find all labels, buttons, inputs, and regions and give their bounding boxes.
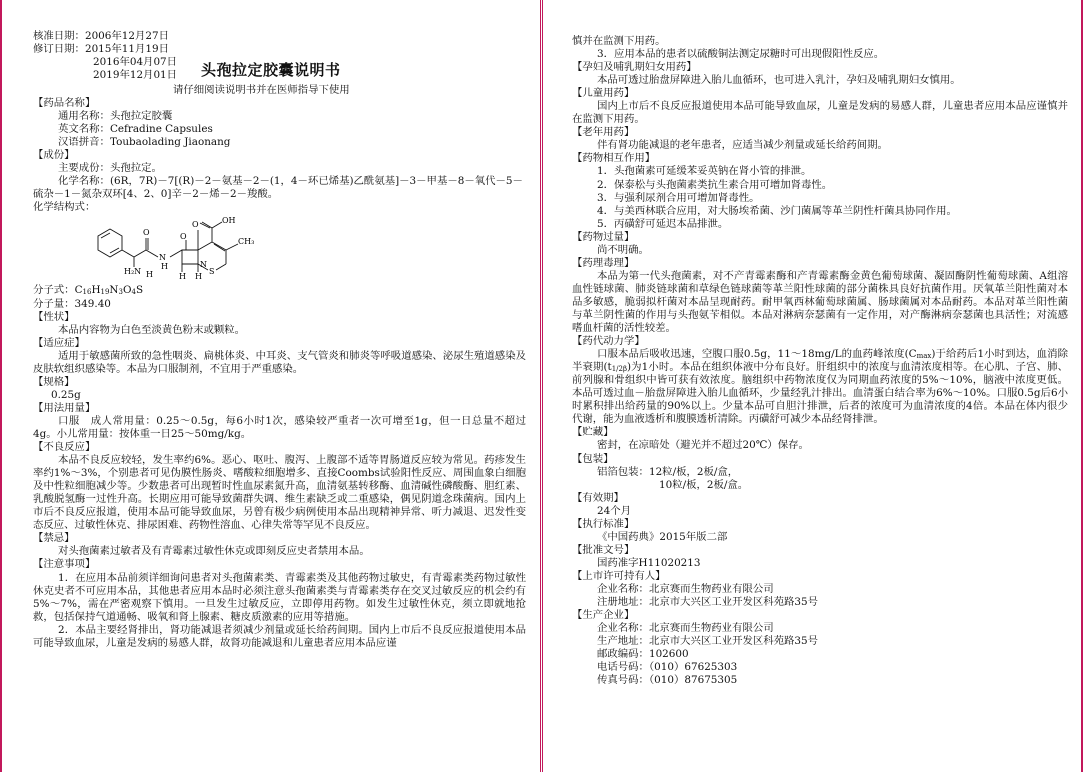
interaction-item: 1．头孢菌素可延缓苯妥英钠在肾小管的排泄。 (597, 165, 812, 178)
adverse-text: 本品不良反应较轻，发生率约6%。恶心、呕吐、腹泻、上腹部不适等胃肠道反应较为常见。药疹发生率约1%～3%，个别患者可见伪膜性肠炎、嗜酸粒细胞增多、直接Coombs试验阳性反应、周围血象白细胞及中性粒细胞减少等。少数患者可出现暂时性血尿素氮升高，血清氨基转移酶、血清碱性磷酸酶、胆红素、乳酸脱氢酶一过性升高。长期应用可能导致菌群失调、维生素缺乏或二重感染，偶见阴道念珠菌病。国内上市后不良反应报道，使用本品可能导致血尿，另曾有极少病例使用本品出现精神异常、听力减退、迟发性变态反应、过敏性休克、排尿困难、药物性溶血、心律失常等罕见不良反应。 (33, 454, 526, 532)
heading-indications: 【适应症】 (33, 336, 85, 349)
document-subtitle: 请仔细阅读说明书并在医师指导下使用 (173, 84, 350, 96)
overdose-text: 尚不明确。 (597, 243, 649, 256)
package-line-2: 10粒/板，2板/盒。 (659, 478, 749, 491)
structure-label: 化学结构式： (33, 201, 96, 214)
usage-text: 口服 成人常用量：0.25～0.5g，每6小时1次，感染较严重者一次可增至1g，但一日总量不超过4g。小儿常用量：按体重一日25～50mg/kg。 (33, 414, 526, 440)
structure-atom-h3: H (195, 272, 202, 282)
english-name: 英文名称：Cefradine Capsules (58, 123, 213, 136)
interaction-item: 3．与强利尿剂合用可增加肾毒性。 (597, 191, 760, 204)
generic-name: 通用名称：头孢拉定胶囊 (58, 110, 173, 123)
structure-atom-o1: O (143, 228, 150, 238)
interaction-item: 4．与美西林联合应用，对大肠埃希菌、沙门菌属等革兰阴性杆菌具协同作用。 (597, 204, 957, 217)
heading-approval: 【批准文号】 (572, 543, 635, 556)
heading-composition: 【成份】 (33, 149, 75, 162)
spec-text: 0.25g (51, 388, 81, 401)
structure-atom-h2n: H₂N (124, 267, 142, 277)
heading-spec: 【规格】 (33, 375, 75, 388)
manufacturer-name: 企业名称：北京赛而生物药业有限公司 (597, 622, 774, 635)
heading-storage: 【贮藏】 (572, 426, 614, 439)
heading-character: 【性状】 (33, 310, 75, 323)
structure-atom-o3: O (180, 232, 187, 242)
heading-pharmacokinetics: 【药代动力学】 (572, 335, 645, 348)
heading-manufacturer: 【生产企业】 (572, 609, 635, 622)
chemical-structure (33, 214, 526, 284)
heading-interactions: 【药物相互作用】 (572, 152, 656, 165)
revision-date: 修订日期：2015年11月19日 (33, 43, 170, 55)
approval-number: 国药准字H11020213 (597, 556, 701, 569)
precaution-1: 1．在应用本品前须详细询问患者对头孢菌素类、青霉素类及其他药物过敏史，有青霉素类药物过敏性休克史者不可应用本品，其他患者应用本品时必须注意头孢菌素类与青霉素类存在交叉过敏反应的机会约有5%～7%，需在严密观察下慎用。一旦发生过敏反应，立即停用药物。如发生过敏性休克，须立即就地抢救，包括保持气道通畅、吸氧和肾上腺素、糖皮质激素的应用等措施。 (33, 571, 526, 623)
revision-date-3: 2019年12月01日 (93, 69, 178, 81)
right-column (572, 35, 1068, 687)
heading-contraindications: 【禁忌】 (33, 532, 75, 545)
manufacturer-phone: 电话号码：（010）67625303 (597, 661, 738, 674)
heading-validity: 【有效期】 (572, 491, 624, 504)
heading-package: 【包装】 (572, 452, 614, 465)
precaution-2: 2．本品主要经肾排出，肾功能减退者须减少剂量或延长给药间期。国内上市后不良反应报道使用本品可能导致血尿，儿童是发病的易感人群，故肾功能减退和儿童患者应用本品应谨 (33, 623, 526, 649)
pregnancy-text: 本品可透过胎盘屏障进入胎儿血循环，也可进入乳汁，孕妇及哺乳期妇女慎用。 (597, 74, 961, 87)
children-text: 国内上市后不良反应报道使用本品可能导致血尿，儿童是发病的易感人群，儿童患者应用本品应谨慎并在监测下用药。 (572, 100, 1068, 126)
heading-elderly: 【老年用药】 (572, 126, 635, 139)
leaflet-page-right (542, 0, 1083, 772)
contraindications-text: 对头孢菌素过敏者及有青霉素过敏性休克或即刻反应史者禁用本品。 (58, 545, 370, 558)
revision-date-2: 2016年04月07日 (93, 56, 178, 68)
holder-address: 注册地址：北京市大兴区工业开发区科苑路35号 (597, 596, 819, 609)
date-block (33, 30, 526, 82)
heading-holder: 【上市许可持有人】 (572, 569, 666, 582)
structure-atom-h1: H (146, 270, 153, 280)
molecular-mass: 分子量：349.40 (33, 297, 111, 310)
pinyin-name: 汉语拼音：Toubaolading Jiaonang (58, 136, 231, 149)
heading-usage: 【用法用量】 (33, 401, 96, 414)
indications-text: 适用于敏感菌所致的急性咽炎、扁桃体炎、中耳炎、支气管炎和肺炎等呼吸道感染、泌尿生殖道感染及皮肤软组织感染等。本品为口服制剂，不宜用于严重感染。 (33, 349, 526, 375)
chemical-name-line2: 硫杂－1－氮杂双环[4、2、0]辛－2－烯－2－羧酸。 (33, 188, 279, 201)
precaution-3: 3．应用本品的患者以硫酸铜法测定尿糖时可出现假阳性反应。 (597, 48, 885, 61)
main-ingredient: 主要成份：头孢拉定。 (58, 162, 162, 175)
structure-atom-h2: H (179, 272, 186, 282)
standard-text: 《中国药典》2015年版二部 (597, 530, 728, 543)
heading-pharmacology: 【药理毒理】 (572, 256, 635, 269)
character-text: 本品内容物为白色至淡黄色粉末或颗粒。 (58, 323, 246, 336)
validity-text: 24个月 (597, 504, 632, 517)
storage-text: 密封，在凉暗处（避光并不超过20℃）保存。 (597, 439, 809, 452)
structure-atom-n2: N (200, 260, 207, 270)
pharmacology-text: 本品为第一代头孢菌素，对不产青霉素酶和产青霉素酶金黄色葡萄球菌、凝固酶阴性葡萄球菌、A组溶血性链球菌、肺炎链球菌和草绿色链球菌等革兰阳性球菌的部分菌株具良好抗菌作用。厌氧革兰阳性菌对本品多敏感，脆弱拟杆菌对本品呈现耐药。耐甲氧西林葡萄球菌属、肠球菌属对本品耐药。本品对革兰阳性菌与革兰阴性菌的作用与头孢氨苄相似。本品对淋病奈瑟菌有一定作用，对产酶淋病奈瑟菌也具活性；对流感嗜血杆菌的活性较差。 (572, 269, 1068, 335)
molecular-formula: 分子式：$C_{16}H_{19}N_3O_4S$ (33, 284, 144, 297)
manufacturer-address: 生产地址：北京市大兴区工业开发区科苑路35号 (597, 635, 819, 648)
structure-atom-o2: O (192, 220, 199, 230)
heading-name: 【药品名称】 (33, 97, 96, 110)
interaction-item: 5．丙磺舒可延迟本品排泄。 (597, 217, 729, 230)
manufacturer-fax: 传真号码：（010）87675305 (597, 674, 738, 687)
structure-diagram (88, 214, 288, 284)
heading-precautions: 【注意事项】 (33, 558, 96, 571)
structure-atom-n1: N (159, 253, 166, 263)
heading-overdose: 【药物过量】 (572, 230, 635, 243)
heading-standard: 【执行标准】 (572, 517, 635, 530)
approval-date: 核准日期：2006年12月27日 (33, 30, 170, 42)
heading-children: 【儿童用药】 (572, 87, 635, 100)
left-column (33, 30, 526, 650)
leaflet-page-left (0, 0, 541, 772)
chemical-name-line1: 化学名称：(6R，7R)－7[(R)－2－氨基－2－(1，4－环已烯基)乙酰氨基]－3－甲基－8－氧代－5－ (58, 175, 523, 188)
structure-atom-s: S (209, 267, 215, 277)
heading-adverse: 【不良反应】 (33, 441, 96, 454)
heading-pregnancy: 【孕妇及哺乳期妇女用药】 (572, 61, 697, 74)
precaution-2-continued: 慎并在监测下用药。 (572, 35, 666, 47)
structure-atom-oh: OH (222, 216, 236, 226)
document-title: 头孢拉定胶囊说明书 (201, 61, 341, 79)
package-line-1: 铝箔包装：12粒/板，2板/盒， (597, 465, 739, 478)
holder-name: 企业名称：北京赛而生物药业有限公司 (597, 582, 774, 595)
structure-atom-ch3: CH₃ (238, 237, 255, 247)
manufacturer-postal: 邮政编码：102600 (597, 648, 689, 661)
structure-atom-h-nh: H (161, 262, 168, 272)
elderly-text: 伴有肾功能减退的老年患者，应适当减少剂量或延长给药间期。 (597, 139, 888, 152)
pharmacokinetics-text: 口服本品后吸收迅速，空腹口服0.5g，11～18mg/L的血药峰浓度$(C_{max})$于给药后1小时到达，血消除半衰期$(t_{1/2\beta})$为1小时。本品在组织体液中分布良好。肝组织中的浓度与血清浓度相等。在心肌、子宫、肺、前列腺和骨组织中皆可获有效浓度。脑组织中药物浓度仅为同期血药浓度的5%～10%，脑液中浓度更低。本品可透过血－胎盘屏障进入胎儿血循环，少量经乳汁排出。血清蛋白结合率为6%～10%。口服0.5g后6小时累积排出给药量的90%以上。少量本品可自胆汁排泄，后者的浓度可为血清浓度的4倍。本品在体内很少代谢，能为血液透析和腹膜透析清除。丙磺舒可减少本品经肾排泄。 (572, 348, 1068, 426)
interaction-item: 2．保泰松与头孢菌素类抗生素合用可增加肾毒性。 (597, 178, 833, 191)
